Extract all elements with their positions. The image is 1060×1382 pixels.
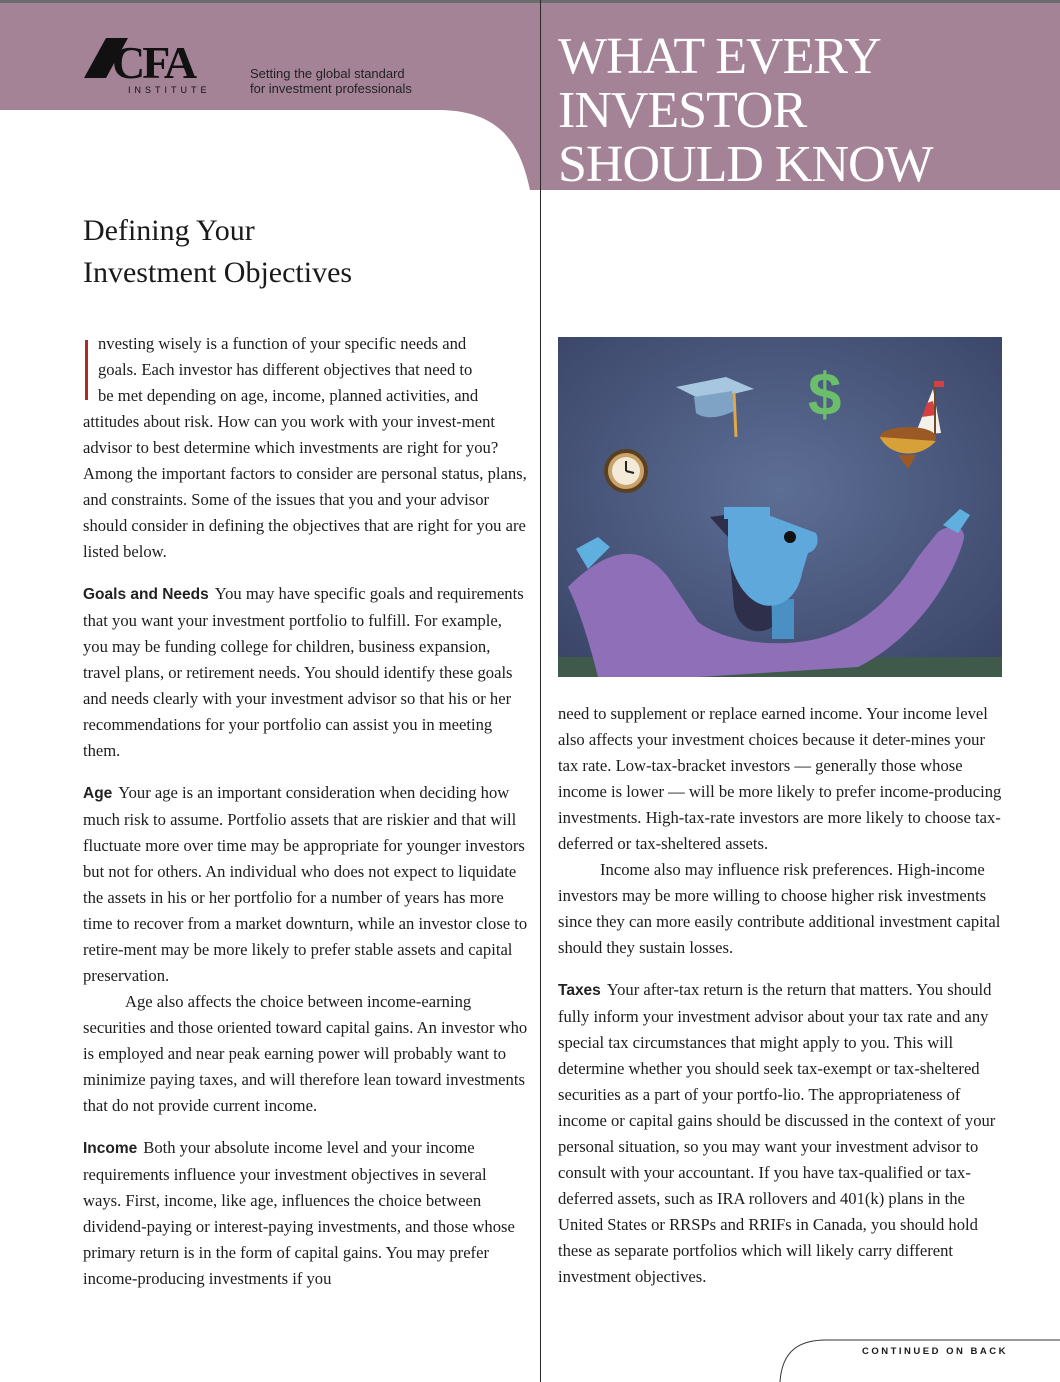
income-continued: need to supplement or replace earned income. Your income level also affects your investment choices because it deter-mines your tax rate. Low-tax-bracket investors — generally those whose income is lower — will be more likely to prefer income-producing investments. High-tax-rate investors are more likely to choose tax-deferred or tax-sheltered assets. — [558, 704, 1002, 853]
svg-text:INSTITUTE: INSTITUTE — [128, 85, 211, 95]
continued-on-back-label: CONTINUED ON BACK — [862, 1346, 1008, 1357]
goals-heading: Goals and Needs — [83, 586, 209, 603]
taxes-heading: Taxes — [558, 982, 601, 999]
column-divider — [540, 0, 541, 1382]
taxes-section: Taxes Your after-tax return is the return that matters. You should fully inform your investment advisor about your tax rate and any special tax circumstances that might apply to you. This will determine whether you should seek tax-exempt or tax-sheltered securities as a part of your portfo-lio. The appropriateness of income or capital gains should be discussed in the context of your personal situation, so you may want your investment advisor to consult with your accountant. If you have tax-qualified or tax-deferred assets, such as IRA rollovers and 401(k) plans in the United States or RRSPs and RRIFs in Canada, you should hold these as separate portfolios which will likely carry different investment objectives. — [558, 980, 996, 1286]
series-title: WHAT EVERY INVESTOR SHOULD KNOW — [558, 30, 933, 190]
page-title: Defining Your Investment Objectives — [83, 214, 353, 289]
intro-line: goals. Each investor has different objectives that need to — [98, 360, 473, 379]
income-heading: Income — [83, 1140, 138, 1157]
intro-paragraph: attitudes about risk. How can you work with your invest-ment advisor to best determine which investments are right for you? Among the important factors to consider are personal status, plans, and constraints. Some of the issues that you and your advisor should consider in defining the objectives that are right for you are listed below. — [83, 412, 527, 561]
left-column — [83, 331, 529, 1292]
svg-text:$: $ — [808, 361, 842, 428]
juggling-investor-illustration — [558, 337, 1002, 677]
goals-section: Goals and Needs You may have specific goals and requirements that you want your investment portfolio to fulfill. For example, you may be funding college for children, business expansion, travel plans, or retirement needs. You should identify these goals and needs clearly with your investment advisor so that his or her recommendations for your portfolio can assist you in meeting them. — [83, 584, 524, 760]
income-section: Income Both your absolute income level and your income requirements influence your investment objectives in several ways. First, income, like age, influences the choice between dividend-paying or interest-paying investments, and those whose primary return is in the form of capital gains. You may prefer income-producing investments if you — [83, 1138, 515, 1288]
income-paragraph-2: Income also may influence risk preferences. High-income investors may be more willing to choose higher risk investments since they can more easily contribute additional investment capital should they sustain losses. — [558, 860, 1001, 957]
cfa-logo — [84, 38, 219, 96]
age-paragraph-2: Age also affects the choice between income-earning securities and those oriented toward capital gains. An investor who is employed and near peak earning power will probably want to minimize paying taxes, and will therefore lean toward investments that do not provide current income. — [83, 992, 528, 1115]
age-heading: Age — [83, 785, 113, 802]
tagline: Setting the global standard for investment professionals — [250, 66, 412, 96]
age-section: Age Your age is an important consideration when deciding how much risk to assume. Portfolio assets that are riskier and that will fluctuate more over time may be appropriate for younger investors but not for others. An individual who does not expect to liquidate the assets in his or her portfolio for a number of years has more time to recover from a market downturn, while an investor close to retire-ment may be more likely to prefer stable assets and capital preservation. — [83, 783, 528, 985]
svg-text:CFA: CFA — [112, 38, 195, 88]
right-column — [558, 701, 1002, 1290]
intro-line: be met depending on age, income, planned activities, and — [98, 386, 479, 405]
intro-line: nvesting wisely is a function of your specific needs and — [98, 334, 467, 353]
